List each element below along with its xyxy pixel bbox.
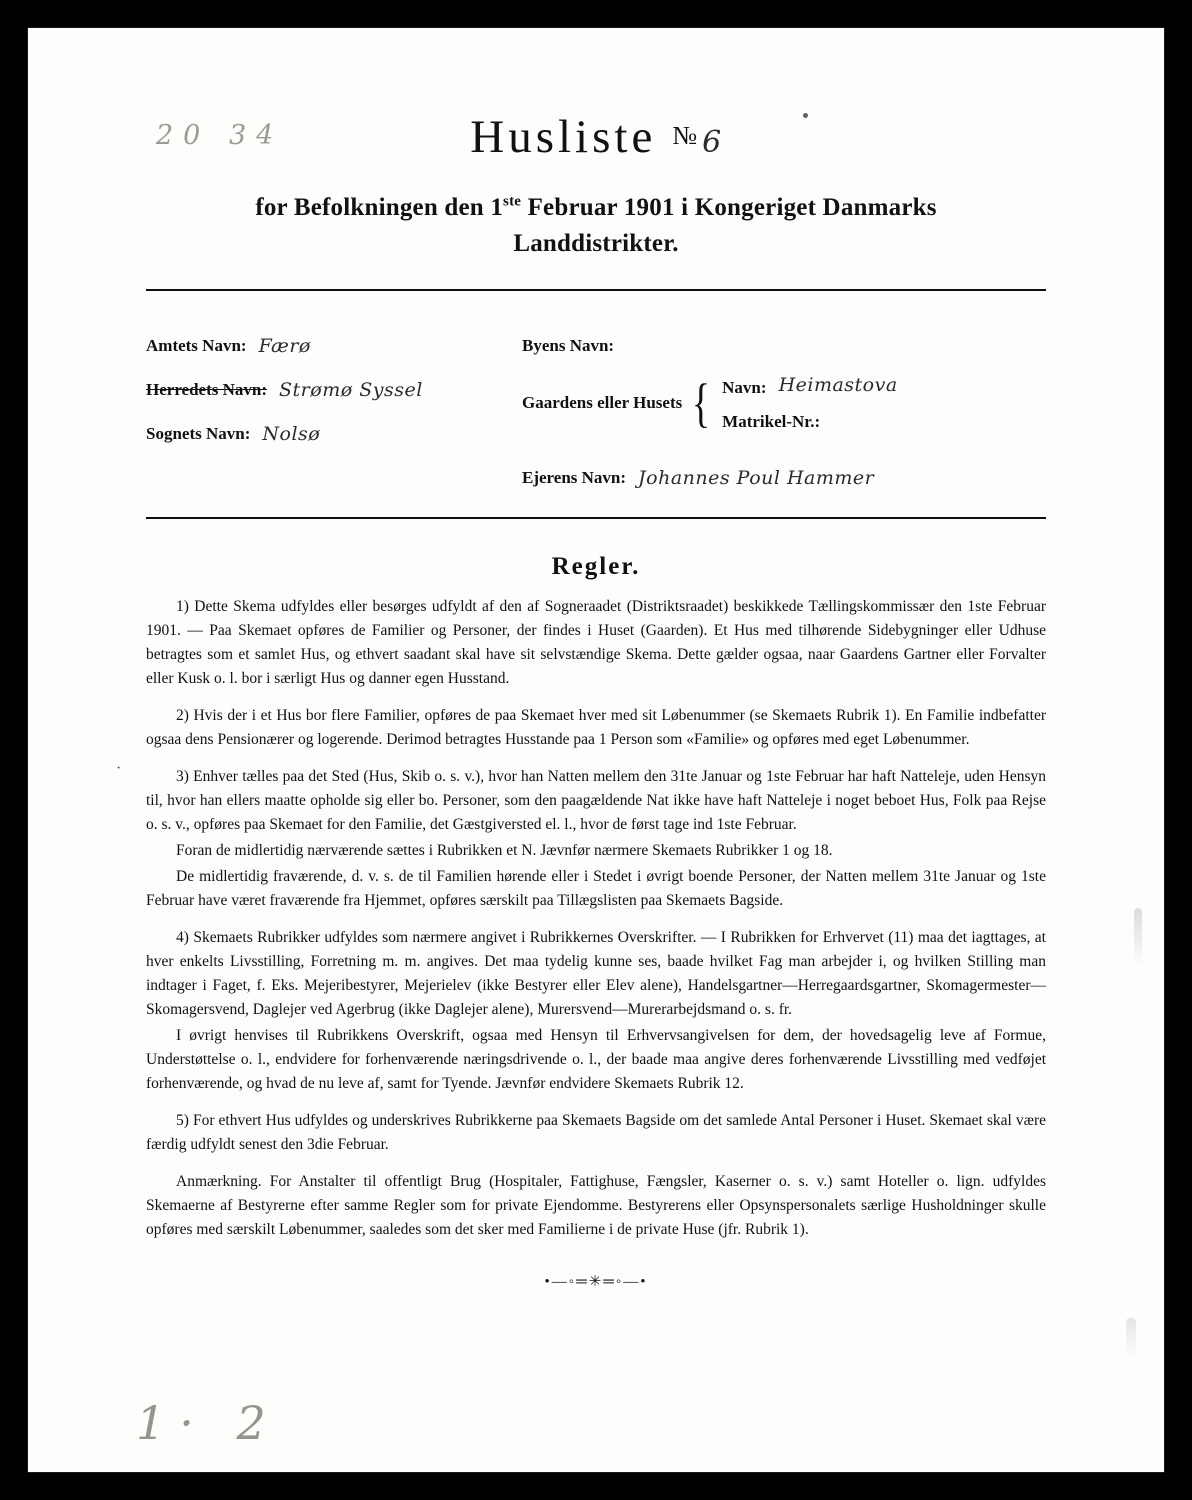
- page-title-text: Husliste: [470, 111, 657, 163]
- field-matrikel: [722, 412, 898, 432]
- pencil-annotation-top-left: 20 34: [156, 120, 284, 151]
- field-herred: [146, 359, 522, 403]
- field-gaard-navn: [722, 374, 898, 398]
- gaard-navn-label: Navn:: [722, 377, 767, 397]
- ornament-divider: •—◦═✳═◦—•: [544, 1273, 648, 1290]
- rule-5-paragraph-1: 5) For ethvert Hus udfyldes og underskrives Rubrikkerne paa Skemaets Bagside om det samlede Antal Personer i Huset. Skemaet skal være færdig udfyldt senest den 3die Februar.: [146, 1111, 1046, 1153]
- amt-label: Amtets Navn:: [146, 335, 247, 355]
- curly-brace-icon: {: [692, 372, 711, 433]
- field-gaard-group: [522, 359, 1046, 447]
- sogn-label: Sognets Navn:: [146, 423, 251, 443]
- amt-value[interactable]: Færø: [258, 334, 311, 357]
- rules-body: [146, 595, 1046, 1242]
- ejer-value[interactable]: Johannes Poul Hammer: [638, 466, 875, 489]
- page-subtitle: [146, 190, 1046, 263]
- herred-label: Herredets Navn:: [146, 379, 268, 399]
- identification-right-column: [522, 315, 1046, 491]
- gaard-subfields: [722, 374, 898, 432]
- herred-value[interactable]: Strømø Syssel: [279, 378, 423, 401]
- rules-heading: Regler.: [551, 552, 641, 580]
- sogn-value[interactable]: Nolsø: [262, 422, 321, 445]
- subtitle-line-2: Landdistrikter.: [513, 230, 679, 258]
- rule-3-paragraph-3: De midlertidig fraværende, d. v. s. de til Familien hørende eller i Stedet i øvrigt boende Personer, der Natten mellem 31te Januar og 1ste Februar have været fraværende fra Hjemmet, opføres særskilt paa Tillægslisten paa Skemaets Bagside.: [146, 867, 1046, 909]
- ejer-label: Ejerens Navn:: [522, 467, 627, 487]
- divider-top: [146, 289, 1046, 291]
- page-number-label: №: [672, 121, 698, 150]
- document-page: [28, 28, 1164, 1472]
- rule-4-paragraph-1: 4) Skemaets Rubrikker udfyldes som nærmere angivet i Rubrikkernes Overskrifter. — I Rubrikken for Erhvervet (11) maa det iagttages, at hver enkelts Livsstilling, Forretning m. m. angives. Det maa tydelig kunne ses, baade hvilket Fag man arbejder i, og hvilken Stilling man indtager i Faget, f. Eks. Mejeribestyrer, Mejerielev (ikke Bestyrer eller Elev alene), Handelsgartner—Herregaardsgartner, Skomagermester—Skomagersvend, Daglejer ved Agerbrug (ikke Daglejer alene), Murersvend—Murerarbejdsmand o. s. fr.: [146, 928, 1046, 1018]
- field-amt: [146, 315, 522, 359]
- gaard-label: Gaardens eller Husets: [522, 392, 683, 412]
- rule-3-paragraph-1: 3) Enhver tælles paa det Sted (Hus, Skib o. s. v.), hvor han Natten mellem den 31te Januar og 1ste Februar har haft Natteleje, uden Hensyn til, hvor han ellers maatte opholde sig eller bo. Personer, som den paagældende Nat ikke have haft Natteleje i noget beboet Hus, Folk paa Rejse o. s. v., opføres paa Skemaet for den Familie, det Gæstgiversted el. l., hvor de først tage ind 1ste Februar.: [146, 767, 1046, 833]
- field-ejer: [522, 447, 1046, 491]
- rule-2-paragraph-1: 2) Hvis der i et Hus bor flere Familier, opføres de paa Skemaet hver med sit Løbenummer (se Skemaets Rubrik 1). En Familie indbefatter ogsaa dens Pensionærer og logerende. Derimod betragtes Husstande paa 1 Person som «Familie» og opføres med eget Løbenummer.: [146, 706, 1046, 748]
- rule-3-paragraph-2: Foran de midlertidig nærværende sættes i Rubrikken et N. Jævnfør nærmere Skemaets Rubrikker 1 og 18.: [176, 841, 833, 859]
- identification-block: [146, 315, 1046, 491]
- subtitle-part-b: Februar 1901 i Kongeriget Danmarks: [521, 194, 937, 221]
- margin-tick-mark: ·: [116, 760, 122, 777]
- identification-left-column: [146, 315, 522, 491]
- divider-below-identification: [146, 517, 1046, 519]
- gaard-navn-value[interactable]: Heimastova: [778, 373, 898, 396]
- by-label: Byens Navn:: [522, 335, 615, 355]
- subtitle-ordinal-suffix: ste: [503, 193, 522, 210]
- field-sogn: [146, 403, 522, 447]
- rule-note-paragraph-1: Anmærkning. For Anstalter til offentligt Brug (Hospitaler, Fattighuse, Fængsler, Kaserner o. s. v.) samt Hoteller o. lign. udfyldes Skemaerne af Bestyrerne efter samme Regler som for private Ejendomme. Bestyrerens eller Opsynspersonalets særlige Husholdninger skulle opføres med særskilt Løbenummer, saaledes som det sker med Familierne i de private Huse (jfr. Rubrik 1).: [146, 1172, 1046, 1238]
- pencil-annotation-bottom-left: 1· 2: [136, 1396, 280, 1450]
- rule-1-paragraph-1: 1) Dette Skema udfyldes eller besørges udfyldt af den af Sogneraadet (Distriktsraadet) beskikkede Tællingskommissær den 1ste Februar 1901. — Paa Skemaet opføres de Familier og Personer, der findes i Huset (Gaarden). Et Hus med tilhørende Sidebygninger eller Udhuse betragtes som et samlet Hus, og ethvert saadant skal have sit selvstændige Skema. Dette gælder ogsaa, naar Gaardens Gartner eller Forvalter eller Kusk o. l. bor i særligt Hus og danner egen Husstand.: [146, 597, 1046, 687]
- rule-4-paragraph-2: I øvrigt henvises til Rubrikkens Overskrift, ogsaa med Hensyn til Erhvervsangivelsen for dem, der hovedsagelig leve af Formue, Understøttelse o. l., endvidere for forhenværende næringsdrivende o. l., der baade maa angive deres forhenværende Livsstilling med vedføjet forhenværende, og hvad de nu leve af, samt for Tyende. Jævnfør endvidere Skemaets Rubrik 12.: [146, 1026, 1046, 1092]
- subtitle-part-a: for Befolkningen den 1: [255, 194, 504, 221]
- page-number-value: 6: [702, 125, 722, 160]
- subtitle-line-1: [255, 194, 936, 221]
- matrikel-label: Matrikel-Nr.:: [722, 411, 821, 431]
- field-by: [522, 315, 1046, 359]
- page-title: [146, 28, 1046, 164]
